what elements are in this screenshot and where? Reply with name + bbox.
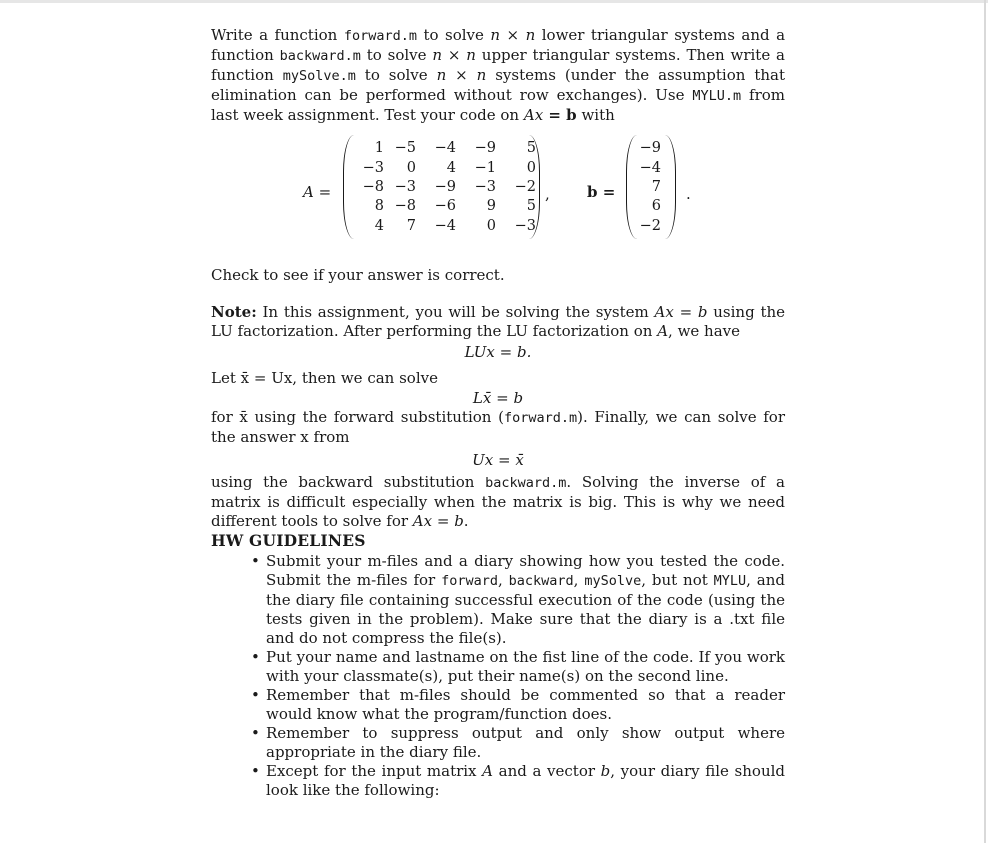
mysolve-name: mySolve [584,573,642,589]
guideline-text: , your diary file should look like the following: [266,762,785,799]
matrix-a-row [358,158,536,177]
backward-filename: backward.m [279,48,361,64]
intro-text: to solve [360,46,433,64]
matrix-a-left-paren [343,135,354,239]
bullet-icon: • [251,648,260,666]
matrix-a-cell: 8 [374,198,384,215]
matrix-a-cell: 7 [406,217,416,234]
equation-ux-xbar: Ux = x̄ [472,451,524,469]
document-page [211,26,785,800]
forward-text: for x̄ using the forward substitution ( [211,408,504,426]
matrix-a-cell: 5 [526,198,536,215]
equation-lxbar-b: Lx̄ = b [472,389,524,407]
vector-b-row [637,158,661,177]
matrix-a-cell: −3 [394,178,416,195]
intro-text: systems (under the assumption that elimination can be performed without row exchanges). Use [211,66,785,104]
matrix-a-cell: −2 [514,178,536,195]
note-label: Note: [211,303,257,321]
matrix-a-cell: −5 [394,140,416,157]
bullet-icon: • [251,762,260,780]
guideline-text: , and the diary file containing successful execution of the code (using the tests given in the problem). Make sure that the diary is a .txt file and do not compress the file(s). [266,571,786,647]
intro-text: to solve [355,66,437,84]
guideline-text: , but not [641,571,714,589]
intro-text: Write a function [211,26,344,44]
matrix-a-cell: 5 [526,140,536,157]
matrix-a-cell: 9 [486,198,496,215]
note-text: , we have [668,322,741,340]
guidelines-heading: HW GUIDELINES [211,531,366,550]
vector-b-label: b = [587,183,616,201]
guideline-text: Remember that m-files should be commented so that a reader would know what the program/function does. [266,686,785,723]
note-text: using the LU factorization. After performing the LU factorization on [211,303,786,340]
backward-text: . Solving the inverse of a matrix is difficult especially when the matrix is big. This is why we need different tools to solve for [211,473,785,530]
vector-b-row [637,217,661,236]
matrix-a-row [358,178,536,197]
mysolve-filename: mySolve.m [282,68,356,84]
matrix-a-cell: −3 [362,159,384,176]
matrix-a-comma: , [545,185,550,203]
matrix-a-cell: 0 [406,159,416,176]
forward-filename: forward.m [503,410,578,426]
matrix-a-cell: −8 [362,178,384,195]
guideline-text: Submit your m-files and a diary showing how you tested the code. Submit the m-files for [266,552,785,589]
backward-text: using the backward substitution [211,473,486,491]
let-line: Let x̄ = Ux, then we can solve [211,369,438,387]
vector-b-cell: −2 [639,217,661,234]
backward-name: backward [508,573,574,589]
matrix-a-label: A = [303,183,332,201]
vector-b-row [637,197,661,216]
mylu-filename: MYLU.m [692,88,742,104]
matrix-a-row [358,217,536,236]
matrix-a-cell: 0 [526,159,536,176]
math-a: A [657,322,669,340]
forward-name: forward [441,573,498,589]
note-text: In this assignment, you will be solving the system [256,303,655,321]
guideline-text: Remember to suppress output and only show output where appropriate in the diary file. [266,724,785,761]
mylu-name: MYLU [713,573,747,589]
vector-b-left-paren [626,135,637,239]
viewer-right-border [984,0,986,843]
matrix-a [358,139,536,236]
math-ax-eq-b: Ax = b [412,512,464,530]
guideline-item [251,724,785,762]
guideline-item [251,648,785,686]
matrix-a-cell: −9 [474,140,496,157]
matrix-a-cell: −4 [434,217,456,234]
math-eq-b: = b [543,106,577,124]
math-b: b [600,762,611,780]
matrix-a-cell: −9 [434,178,456,195]
vector-b-cell: −9 [639,140,661,157]
vector-b-cell: −4 [639,159,661,176]
intro-text: with [576,106,615,124]
math-nxn: n × n [432,46,476,64]
matrix-a-cell: 1 [374,140,384,157]
vector-b-row [637,139,661,158]
guideline-text: , [573,571,585,589]
bullet-icon: • [251,552,260,570]
vector-b-cell: 6 [651,198,661,215]
matrix-a-cell: 4 [374,217,384,234]
forward-text: ). Finally, we can solve for the answer x from [211,408,786,446]
vector-b-row [637,178,661,197]
guideline-item [251,762,785,800]
check-line: Check to see if your answer is correct. [211,266,505,284]
bullet-icon: • [251,724,260,742]
vector-b [637,139,661,236]
math-nxn: n × n [436,66,487,84]
note-paragraph [211,303,785,341]
matrix-a-cell: −4 [434,140,456,157]
equation-lux-b: LUx = b. [464,343,532,361]
matrix-a-cell: −6 [434,198,456,215]
backward-filename: backward.m [485,475,567,491]
guidelines-list [211,552,785,800]
math-a: A [482,762,493,780]
math-ax: Ax [523,106,544,124]
guideline-item [251,552,786,648]
forward-paragraph [211,408,785,447]
matrix-a-cell: −3 [474,178,496,195]
intro-text: from last week assignment. Test your code on [211,86,785,124]
intro-text: to solve [416,26,491,44]
matrix-a-right-paren [529,135,540,239]
matrix-equations [211,129,785,257]
forward-filename: forward.m [343,28,417,44]
intro-text: upper triangular systems. Then write a function [211,46,785,84]
backward-paragraph [211,473,785,531]
matrix-a-cell: 4 [446,159,456,176]
guideline-text: and a vector [493,762,601,780]
matrix-a-row [358,197,536,216]
guideline-text: , [497,571,509,589]
intro-paragraph [211,26,785,125]
matrix-a-row [358,139,536,158]
vector-b-right-paren [665,135,676,239]
backward-text: . [463,512,469,530]
vector-b-cell: 7 [651,178,661,195]
math-ax-eq-b: Ax = b [654,303,708,321]
guideline-text: Except for the input matrix [266,762,483,780]
matrix-a-cell: −3 [514,217,536,234]
viewer-top-border [0,0,988,3]
matrix-a-cell: −8 [394,198,416,215]
bullet-icon: • [251,686,260,704]
vector-b-period: . [686,185,691,203]
guideline-item [251,686,785,724]
matrix-a-cell: 0 [486,217,496,234]
math-nxn: n × n [490,26,536,44]
guideline-text: Put your name and lastname on the fist line of the code. If you work with your classmate(s), put their name(s) on the second line. [266,648,785,685]
matrix-a-cell: −1 [474,159,496,176]
intro-text: lower triangular systems and a function [211,26,786,64]
